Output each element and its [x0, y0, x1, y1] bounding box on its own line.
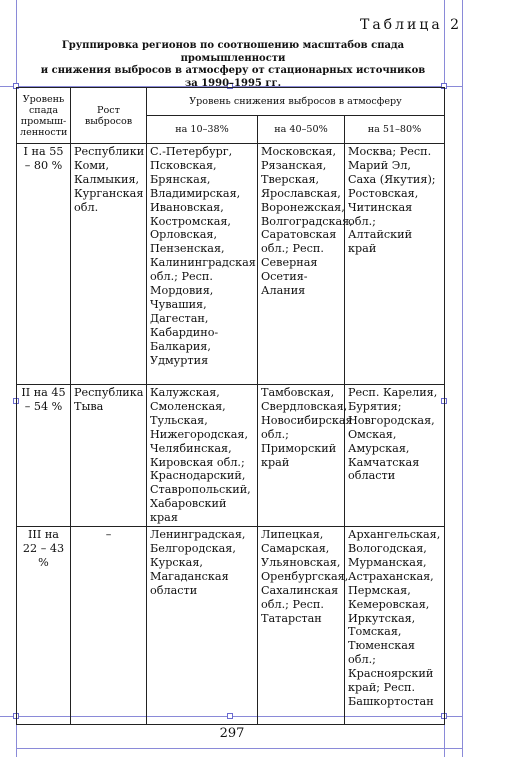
page-number: 297 [219, 726, 245, 741]
cell-reduction-10-38: Калужская, Смоленская, Тульская, Нижегородская, Челябинская, Кировская обл.; Краснодарский, Ставропольский, Хабаровский края [147, 385, 258, 527]
cell-reduction-40-50: Тамбовская, Свердловская, Новосибирская обл.; Приморский край [258, 385, 345, 527]
title-line: Группировка регионов по соотношению масштабов спада промышленности [61, 40, 405, 64]
title-line: за 1990–1995 гг. [184, 77, 282, 89]
header-level-decline: Уровень спада промыш-ленности [17, 88, 71, 144]
header-emission-growth: Рост выбросов [71, 88, 147, 144]
subheader-40-50: на 40–50% [258, 116, 345, 144]
cell-reduction-51-80: Москва; Респ. Марий Эл, Саха (Якутия); Ростовская, Читинская обл.; Алтайский край [345, 144, 445, 385]
cell-growth: Республика Тыва [71, 385, 147, 527]
cell-level: I на 55 – 80 % [17, 144, 71, 385]
title-line: и снижения выбросов в атмосферу от стационарных источников [40, 65, 426, 76]
cell-growth: – [71, 527, 147, 725]
subheader-51-80: на 51–80% [345, 116, 445, 144]
table-row [17, 527, 445, 725]
table-row [17, 144, 445, 385]
cell-reduction-10-38: С.-Петербург, Псковская, Брянская, Владимирская, Ивановская, Костромская, Орловская, Пензенская, Калининградская обл.; Респ. Мордовия, Чувашия, Дагестан, Кабардино-Балкария, Удмуртия [147, 144, 258, 385]
cell-level: III на 22 – 43 % [17, 527, 71, 725]
cell-reduction-40-50: Липецкая, Самарская, Ульяновская, Оренбургская, Сахалинская обл.; Респ. Татарстан [258, 527, 345, 725]
guide-footer [16, 748, 462, 749]
table-label: Таблица 2 [360, 17, 463, 33]
regions-table [16, 87, 445, 725]
guide-right-outer [462, 0, 463, 757]
table-title [20, 40, 446, 90]
cell-reduction-40-50: Московская, Рязанская, Тверская, Ярославская, Воронежская, Волгоградская, Саратовская обл.; Респ. Северная Осетия-Алания [258, 144, 345, 385]
cell-level: II на 45 – 54 % [17, 385, 71, 527]
cell-growth: Республики Коми, Калмыкия, Курганская обл. [71, 144, 147, 385]
cell-reduction-51-80: Респ. Карелия, Бурятия; Новгородская, Омская, Амурская, Камчатская области [345, 385, 445, 527]
table-row [17, 385, 445, 527]
subheader-10-38: на 10–38% [147, 116, 258, 144]
cell-reduction-10-38: Ленинградская, Белгородская, Курская, Магаданская области [147, 527, 258, 725]
cell-reduction-51-80: Архангельская, Вологодская, Мурманская, Астраханская, Пермская, Кемеровская, Иркутская, Томская, Тюменская обл.; Красноярский край; Респ. Башкортостан [345, 527, 445, 725]
header-emission-reduction: Уровень снижения выбросов в атмосферу [147, 88, 445, 116]
